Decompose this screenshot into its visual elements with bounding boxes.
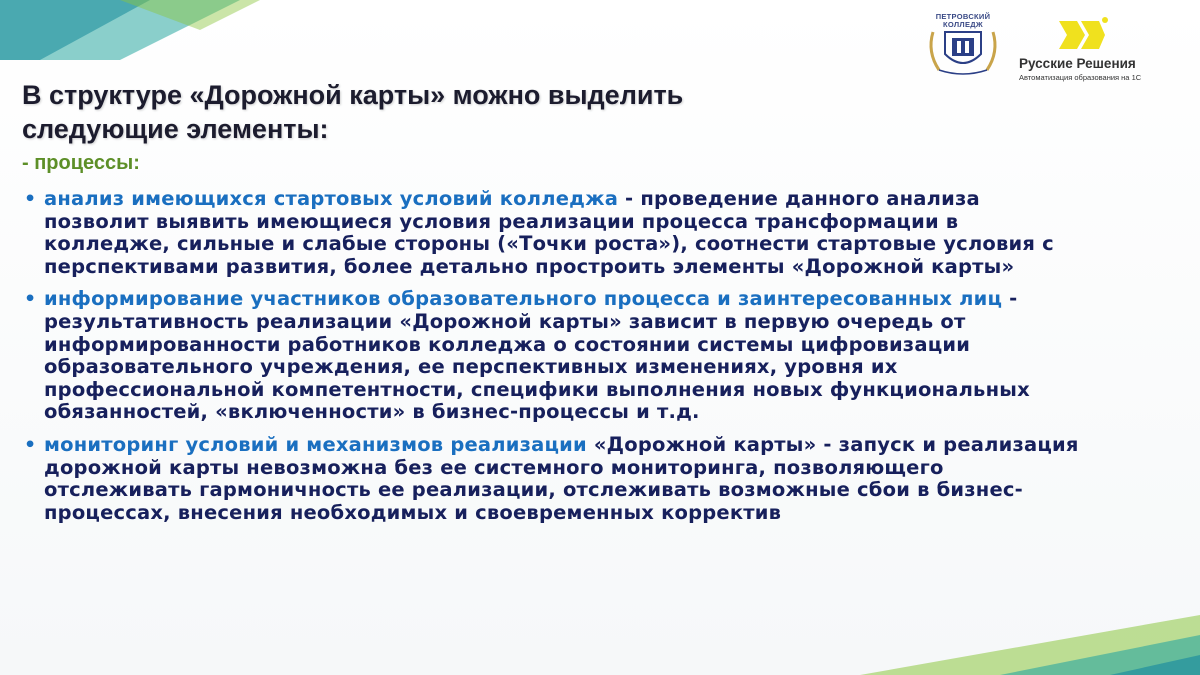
list-item: [22, 188, 1082, 278]
college-crest-icon: [925, 12, 1001, 78]
top-left-decoration: [0, 0, 260, 60]
title-line-2: следующие элементы:: [22, 114, 329, 144]
bullet-icon: •: [24, 288, 37, 311]
russkie-resheniya-logo-icon: [1055, 15, 1109, 55]
partner-name: Русские Решения: [1019, 56, 1136, 71]
item-heading: анализ имеющихся стартовых условий колледжа: [44, 187, 619, 210]
item-heading: мониторинг условий и механизмов реализации: [44, 432, 587, 456]
item-text: - результативность реализации «Дорожной карты» зависит в первую очередь от информированности работников колледжа о состоянии системы цифровизации образовательного учреждения, ее перспективных изменениях, уровня их профессиональной компетентности, специфики выполнения новых функциональных обязанностей, «включенности» в бизнес-процессы и т.д.: [44, 287, 1030, 424]
bottom-right-decoration: [820, 605, 1200, 675]
bullet-icon: •: [24, 188, 37, 210]
slide-subtitle: - процессы:: [22, 152, 140, 174]
item-text: «Дорожной карты» - запуск и реализация дорожной карты невозможна без ее системного мониторинга, позволяющего отслеживать гармоничность ее реализации, отслеживать возможные сбои в бизнес-процессах, внесения необходимых и своевременных корректив: [44, 432, 1079, 524]
elements-list: [22, 188, 1082, 534]
bullet-icon: •: [24, 433, 37, 456]
list-item: [22, 288, 1082, 424]
item-text: - проведение данного анализа позволит выявить имеющиеся условия реализации процесса трансформации в колледже, сильные и слабые стороны («Точки роста»), соотнести стартовые условия с перспективами развития, более детально простроить элементы «Дорожной карты»: [44, 187, 1054, 278]
item-heading: информирование участников образовательного процесса и заинтересованных лиц: [44, 287, 1003, 311]
title-line-1: В структуре «Дорожной карты» можно выделить: [22, 80, 684, 110]
partner-subtitle: Автоматизация образования на 1С: [1019, 73, 1142, 82]
slide-title: [22, 78, 882, 146]
college-logo-text: ПЕТРОВСКИЙ КОЛЛЕДЖ: [935, 12, 991, 29]
list-item: [22, 434, 1082, 524]
